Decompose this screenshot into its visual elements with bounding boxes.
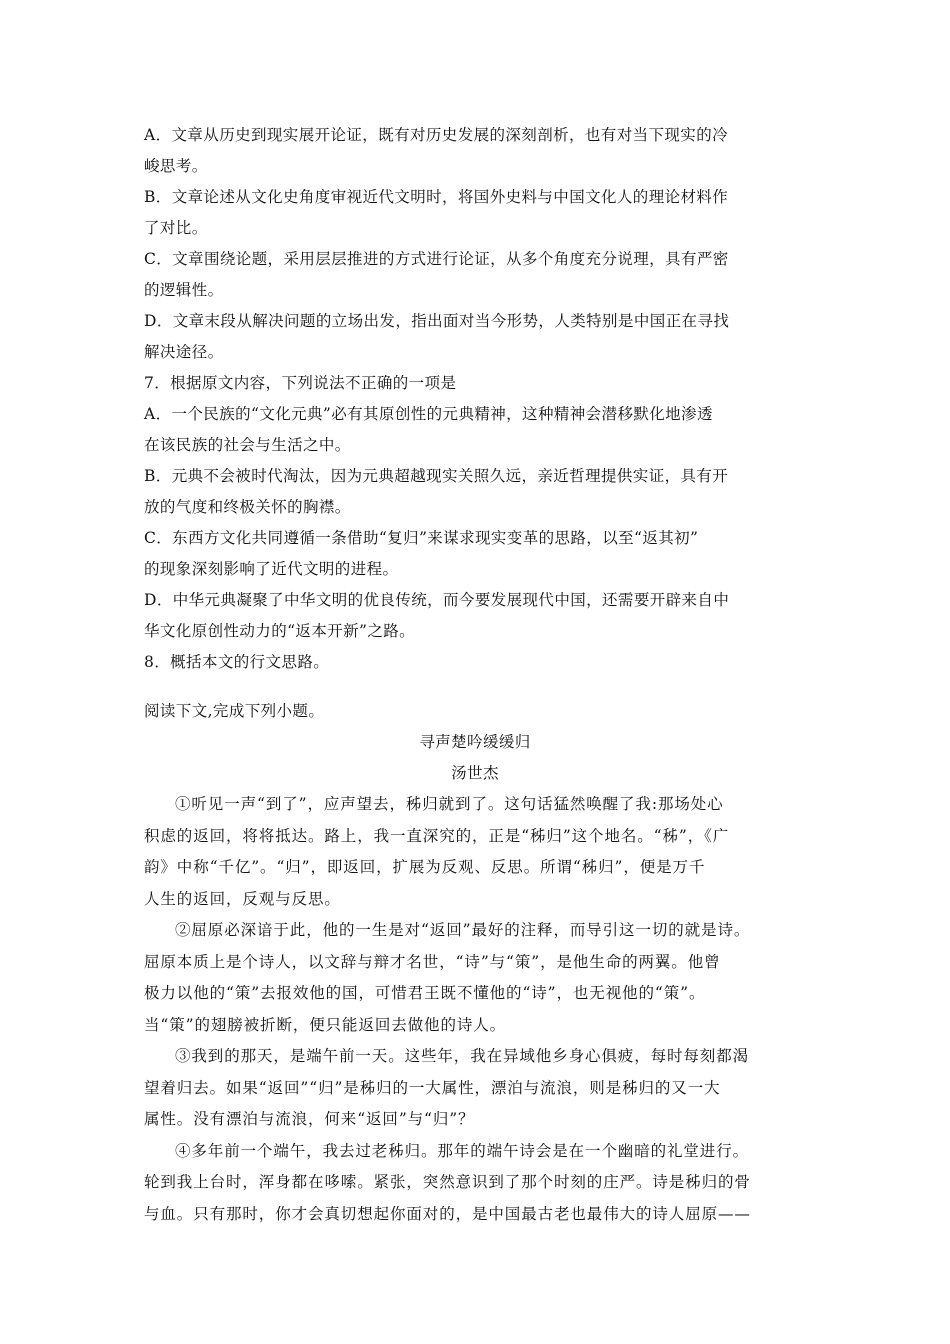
essay-line: 韵》中称“千亿”。“归”，即返回，扩展为反观、反思。所谓“秭归”，便是万千 [144,858,706,876]
essay-line: 望着归去。如果“返回”“归”是秭归的一大属性，漂泊与流浪，则是秭归的又一大 [144,1078,721,1097]
option-line: B．文章论述从文化史角度审视近代文明时，将国外史料与中国文化人的理论材料作 [144,188,729,206]
option-line: A．一个民族的“文化元典”必有其原创性的元典精神，这种精神会潜移默化地渗透 [144,405,713,423]
option-a [144,120,806,182]
essay-author: 汤世杰 [451,764,499,782]
option-c [144,244,806,306]
option-line: A．文章从历史到现实展开论证，既有对历史发展的深刻剖析，也有对当下现实的冷 [144,126,728,144]
page-content [144,120,806,1230]
option-line: D．中华元典凝聚了中华文明的优良传统，而今要发展现代中国，还需要开辟来自中 [144,591,730,609]
option-line: C．文章围绕论题，采用层层推进的方式进行论证，从多个角度充分说理，具有严密 [144,250,729,268]
essay-paragraph-1 [144,789,806,915]
question-8 [144,647,806,678]
essay-line: 属性。没有漂泊与流浪，何来“返回”与“归”？ [144,1110,475,1128]
essay-line: 极力以他的“策”去报效他的国，可惜君王既不懂他的“诗”，也无视他的“策”。 [144,984,706,1002]
essay-line: ④多年前一个端午，我去过老秭归。那年的端午诗会是在一个幽暗的礼堂进行。 [175,1141,750,1160]
reading-instruction: 阅读下文,完成下列小题。 [144,702,325,720]
essay-body [144,789,806,1230]
essay-line: ①听见一声“到了”，应声望去，秭归就到了。这句话猛然唤醒了我:那场处心 [175,795,724,813]
option-line: 了对比。 [144,219,208,237]
question-7 [144,368,806,647]
option-d [144,306,806,368]
option-b [144,182,806,244]
essay-paragraph-3 [144,1041,806,1136]
option-line: 放的气度和终极关怀的胸襟。 [144,498,351,516]
essay-line: 当“策”的翅膀被折断，便只能返回去做他的诗人。 [144,1015,507,1034]
essay-line: 人生的返回，反观与反思。 [144,889,341,908]
option-line: 华文化原创性动力的“返本开新”之路。 [144,622,416,640]
option-line: B．元典不会被时代淘汰，因为元典超越现实关照久远，亲近哲理提供实证，具有开 [144,467,729,485]
essay-title: 寻声楚吟缓缓归 [419,733,531,751]
essay-line: 屈原本质上是个诗人，以文辞与辩才名世，“诗”与“策”，是他生命的两翼。他曾 [144,952,721,971]
question-7-stem: 7．根据原文内容，下列说法不正确的一项是 [144,374,457,392]
option-line: 的逻辑性。 [144,281,224,299]
option-line: D．文章末段从解决问题的立场出发，指出面对当今形势，人类特别是中国正在寻找 [144,312,730,330]
question-6-options [144,120,806,368]
essay-line: ③我到的那天，是端午前一天。这些年，我在异域他乡身心俱疲，每时每刻都渴 [175,1047,750,1065]
essay-line: 轮到我上台时，浑身都在哆嗦。紧张，突然意识到了那个时刻的庄严。诗是秭归的骨 [144,1173,751,1191]
option-line: 的现象深刻影响了近代文明的进程。 [144,560,399,578]
option-c [144,523,806,585]
option-b [144,461,806,523]
essay-paragraph-4 [144,1136,806,1231]
option-line: 在该民族的社会与生活之中。 [144,436,351,454]
option-line: 解决途径。 [144,343,224,361]
question-8-stem: 8．概括本文的行文思路。 [144,653,330,671]
option-line: 峻思考。 [144,157,208,175]
option-d [144,585,806,647]
essay-line: 与血。只有那时，你才会真切想起你面对的，是中国最古老也最伟大的诗人屈原—— [144,1204,751,1223]
section-gap [144,678,806,696]
essay-line: ②屈原必深谙于此，他的一生是对“返回”最好的注释，而导引这一切的就是诗。 [175,921,751,939]
essay-line: 积虑的返回，将将抵达。路上，我一直深究的，正是“秭归”这个地名。“秭”，《广 [144,826,730,845]
essay-paragraph-2 [144,915,806,1041]
option-a [144,399,806,461]
reading-section [144,696,806,789]
option-line: C．东西方文化共同遵循一条借助“复归”来谋求现实变革的思路，以至“返其初” [144,529,699,547]
